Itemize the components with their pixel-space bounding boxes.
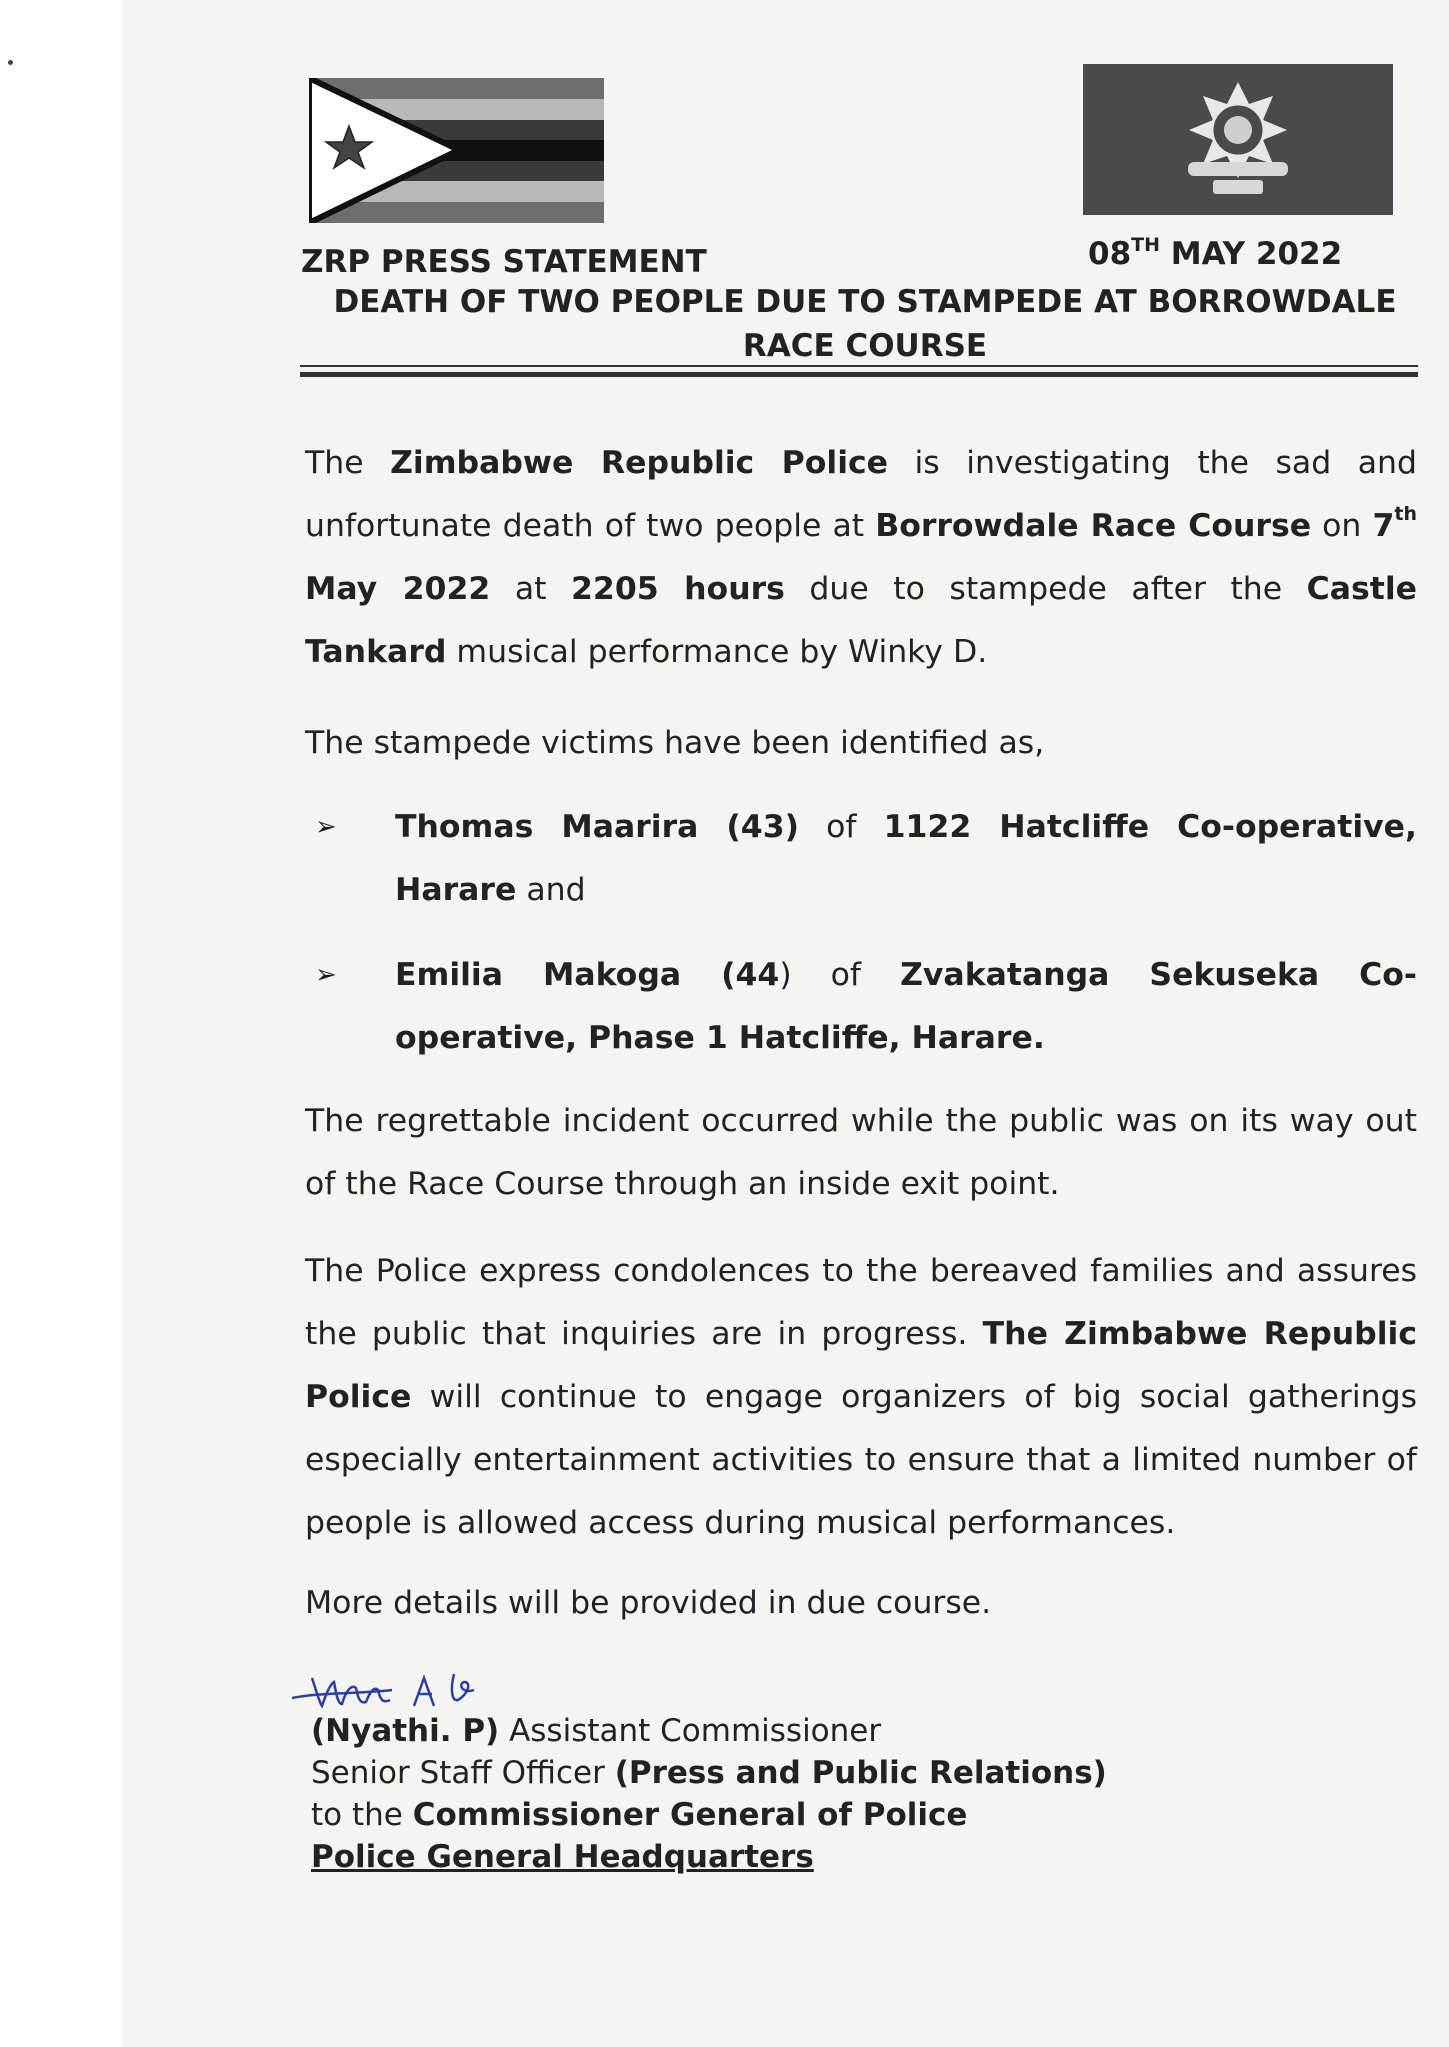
signatory-role-line: Senior Staff Officer (Press and Public Relations) [311, 1755, 1107, 1791]
paragraph-incident: The regrettable incident occurred while the public was on its way out of the Race Course through an inside exit point. [305, 1103, 1417, 1202]
press-statement-label: ZRP PRESS STATEMENT [301, 244, 707, 280]
headquarters-line: Police General Headquarters [311, 1839, 814, 1875]
statement-title: DEATH OF TWO PEOPLE DUE TO STAMPEDE AT BORROWDALE RACE COURSE [333, 284, 1397, 364]
paragraph-investigation: The Zimbabwe Republic Police is investigating the sad and unfortunate death of two people at Borrowdale Race Course on 7th May 2022 at 2205 hours due to stampede after the Castle Tankard musical performance by Winky D. [305, 445, 1418, 670]
victim-entry: Thomas Maarira (43) of 1122 Hatcliffe Co-operative, Harare and [395, 809, 1418, 908]
arrow-bullet-icon: ➢ [315, 960, 337, 990]
zimbabwe-flag-icon [309, 78, 604, 223]
scan-speck [8, 60, 13, 65]
signature-block [311, 1710, 1107, 1878]
zrp-crest-icon [1083, 64, 1393, 215]
paragraph-condolences: The Police express condolences to the bereaved families and assures the public that inquiries are in progress. The Zimbabwe Republic Police will continue to engage organizers of big social gatherings especially entertainment activities to ensure that a limited number of people is allowed access during musical performances. [305, 1253, 1417, 1541]
scan-margin [0, 0, 122, 2047]
signatory-line: (Nyathi. P) Assistant Commissioner [311, 1713, 882, 1749]
arrow-bullet-icon: ➢ [315, 812, 337, 842]
paragraph-more-details: More details will be provided in due course. [305, 1585, 992, 1621]
title-divider [300, 365, 1418, 367]
paragraph-victims-intro: The stampede victims have been identified as, [305, 725, 1045, 761]
signatory-office-line: to the Commissioner General of Police [311, 1797, 968, 1833]
title-divider-thick [300, 372, 1418, 377]
statement-date: 08TH MAY 2022 [1088, 234, 1343, 272]
victim-entry: Emilia Makoga (44) of Zvakatanga Sekuseka Co-operative, Phase 1 Hatcliffe, Harare. [395, 957, 1417, 1056]
